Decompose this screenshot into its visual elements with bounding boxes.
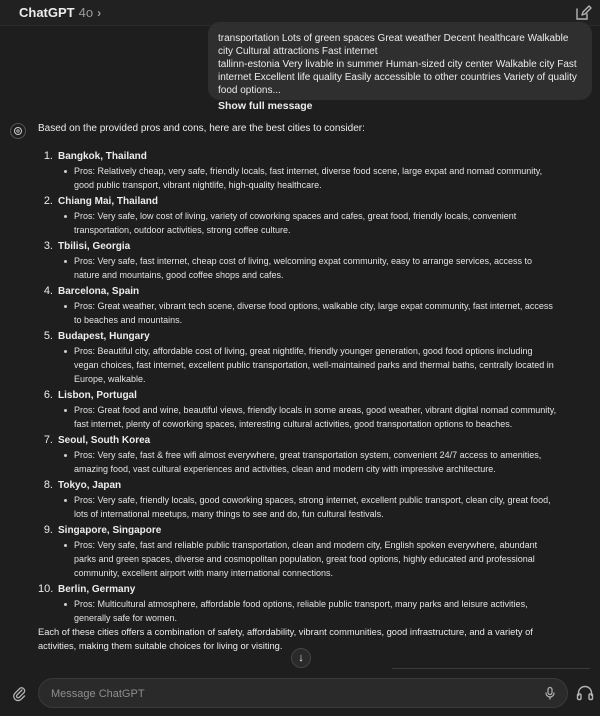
list-item: [38, 240, 558, 282]
city-pros: Pros: Beautiful city, affordable cost of living, great nightlife, friendly younger generation, good food options including vegan choices, fast internet, excellent public transportation, well-maintained parks and thermal baths, centrally located in Europe, walkable.: [58, 344, 558, 386]
list-item: [38, 150, 558, 192]
list-number: 1.: [43, 150, 53, 162]
divider: [392, 668, 590, 669]
list-item: [38, 195, 558, 237]
openai-logo-icon: [10, 123, 26, 139]
city-pros: Pros: Very safe, fast internet, cheap cost of living, welcoming expat community, easy to arrange services, access to nature and mountains, good coffee shops and cafes.: [58, 254, 558, 282]
city-pros: Pros: Very safe, fast & free wifi almost everywhere, great transportation system, convenient 24/7 access to amenities, amazing food, vast cultural experiences and activities, clean and modern city with impressive architecture.: [58, 448, 558, 476]
list-item: [38, 285, 558, 327]
list-number: 8.: [43, 479, 53, 491]
user-message-bubble: [208, 22, 592, 112]
city-pros: Pros: Great food and wine, beautiful views, friendly locals in some areas, good weather, vibrant digital nomad community, fast internet, plenty of coworking spaces, interesting cultural activities, good transportation options to beaches.: [58, 403, 558, 431]
list-item: [38, 330, 558, 386]
city-pros: Pros: Very safe, low cost of living, variety of coworking spaces and cafes, great food, friendly locals, convenient transportation, outdoor activities, strong coffee culture.: [58, 209, 558, 237]
city-name: Singapore, Singapore: [58, 525, 162, 536]
list-number: 7.: [43, 434, 53, 446]
model-picker[interactable]: [19, 5, 101, 20]
city-pros: Pros: Very safe, friendly locals, good coworking spaces, strong internet, excellent public transport, clean city, great food, lots of international meetups, many things to see and do, fun cultural festivals.: [58, 493, 558, 521]
list-number: 2.: [43, 195, 53, 207]
model-version: 4o: [78, 5, 94, 20]
list-item: [38, 389, 558, 431]
city-pros: Pros: Multicultural atmosphere, affordable food options, reliable public transport, many parks and leisure activities, generally safe for women.: [58, 597, 558, 625]
new-chat-icon[interactable]: [574, 4, 592, 22]
city-name: Bangkok, Thailand: [58, 151, 147, 162]
city-pros: Pros: Great weather, vibrant tech scene, diverse food options, walkable city, large expat community, fast internet, access to beaches and mountains.: [58, 299, 558, 327]
city-pros: Pros: Very safe, fast and reliable public transportation, clean and modern city, English spoken everywhere, abundant parks and green spaces, diverse and cosmopolitan population, great food options, highly educated and professional community, excellent airport with many international connections.: [58, 538, 558, 580]
city-name: Lisbon, Portugal: [58, 390, 137, 401]
city-name: Tbilisi, Georgia: [58, 241, 131, 252]
city-pros: Pros: Relatively cheap, very safe, friendly locals, fast internet, diverse food scene, large expat and nomad community, good public transport, vibrant nightlife, high-quality healthcare.: [58, 164, 558, 192]
list-item: [38, 524, 558, 580]
city-name: Seoul, South Korea: [58, 435, 151, 446]
assistant-intro: Based on the provided pros and cons, here are the best cities to consider:: [38, 123, 365, 134]
model-name: ChatGPT: [19, 5, 75, 20]
chevron-right-icon: ›: [97, 5, 102, 20]
city-name: Chiang Mai, Thailand: [58, 196, 159, 207]
city-name: Budapest, Hungary: [58, 331, 150, 342]
message-input[interactable]: [51, 685, 531, 703]
show-full-message-button[interactable]: Show full message: [218, 100, 313, 112]
message-composer: [38, 678, 568, 708]
city-name: Berlin, Germany: [58, 584, 136, 595]
city-name: Barcelona, Spain: [58, 286, 140, 297]
list-item: [38, 479, 558, 521]
paperclip-icon[interactable]: [10, 684, 28, 702]
list-number: 6.: [43, 389, 53, 401]
city-name: Tokyo, Japan: [58, 480, 122, 491]
list-item: [38, 434, 558, 476]
assistant-outro: Each of these cities offers a combination of safety, affordability, vibrant communities, good infrastructure, and a variety of activities, making them suitable choices for living or visiting.: [38, 627, 533, 651]
list-item: [38, 583, 558, 625]
list-number: 9.: [43, 524, 53, 536]
arrow-down-icon: ↓: [298, 652, 304, 664]
headphones-icon[interactable]: [576, 685, 594, 701]
list-number: 5.: [43, 330, 53, 342]
list-number: 4.: [43, 285, 53, 297]
scroll-down-button[interactable]: [291, 648, 311, 668]
list-number: 10.: [38, 583, 54, 595]
microphone-icon[interactable]: [543, 686, 557, 700]
list-number: 3.: [43, 240, 53, 252]
city-list: [38, 150, 558, 628]
user-message-preview: transportation Lots of green spaces Great weather Decent healthcare Walkable city Cultural attractions Fast internet tallinn-estonia Very livable in summer Human-sized city center Walkable city Fast internet Excellent life quality Easily accessible to other countries Variety of quality food options...: [218, 33, 577, 96]
